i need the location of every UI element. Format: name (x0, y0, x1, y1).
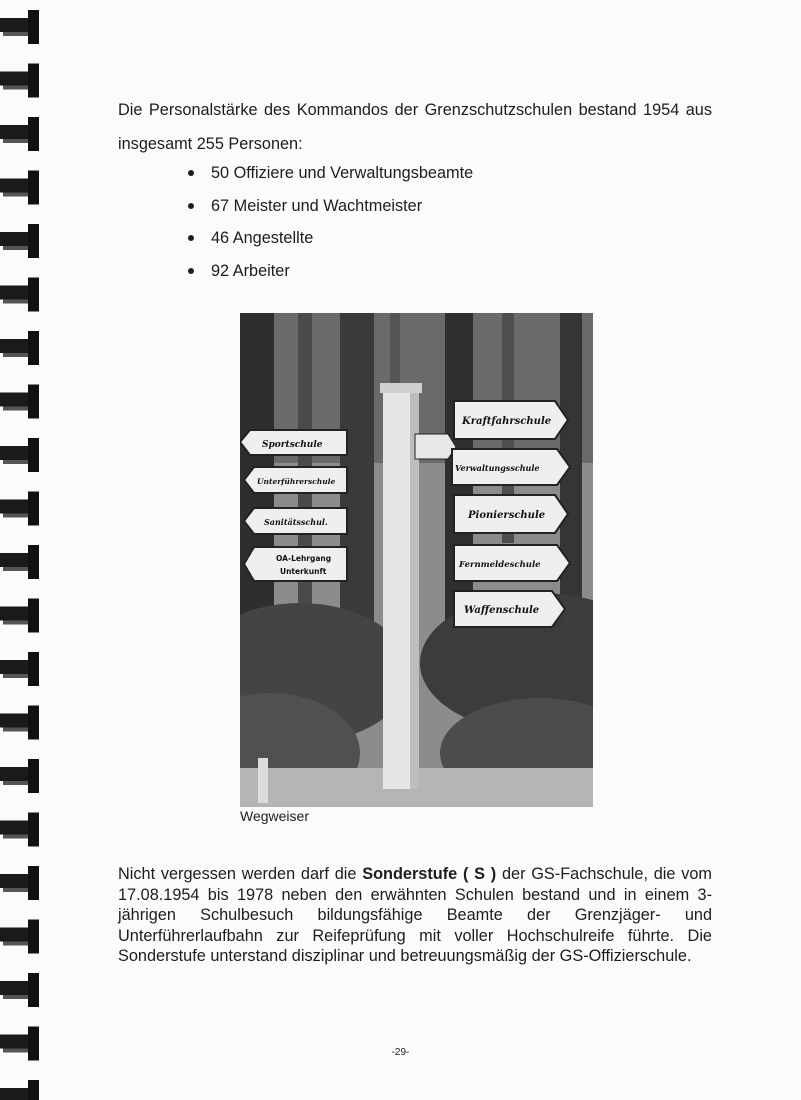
list-item: 50 Offiziere und Verwaltungsbeamte (188, 157, 473, 190)
sign-pionierschule: Pionierschule (468, 510, 546, 521)
list-item: 46 Angestellte (188, 222, 473, 255)
sign-sportschule: Sportschule (262, 440, 323, 450)
sign-sanitaetsschule: Sanitätsschul. (264, 517, 328, 527)
sign-kraftfahrschule: Kraftfahrschule (462, 416, 552, 427)
sign-waffenschule: Waffenschule (464, 605, 540, 616)
list-item: 67 Meister und Wachtmeister (188, 190, 473, 223)
page-number: -29- (391, 1047, 410, 1058)
signpost-photo (240, 313, 593, 807)
paragraph-text: der GS-Fachschule, die vom 17.08.1954 bis 1978 neben den erwähnten Schulen bestand und in einem 3-jährigen Schulbesuch bildungsfähige Beamte der Grenzjäger- und Unterführerlaufbahn zur Reifeprüfung mit voller Hochschulreife führte. Die Sonderstufe unterstand disziplinar und betreuungsmäßig der GS-Offizierschule. (118, 865, 712, 966)
sonderstufe-paragraph (118, 864, 712, 967)
sign-verwaltungsschule: Verwaltungsschule (455, 463, 540, 473)
sign-oa-lehrgang: OA-Lehrgang (276, 554, 332, 563)
sign-fernmeldeschule: Fernmeldeschule (459, 560, 541, 570)
sign-unterfuehrerschule: Unterführerschule (257, 477, 336, 486)
sign-unterkunft: Unterkunft (280, 567, 327, 576)
paragraph-text: Nicht vergessen werden darf die (118, 865, 363, 883)
paragraph-bold: Sonderstufe ( S ) (362, 865, 497, 883)
spiral-binding (0, 0, 46, 1100)
photo-caption: Wegweiser (240, 808, 309, 824)
personnel-list (188, 157, 473, 287)
intro-text: Die Personalstärke des Kommandos der Grenzschutzschulen bestand 1954 aus insgesamt 255 Personen: (118, 101, 712, 153)
list-item: 92 Arbeiter (188, 255, 473, 288)
